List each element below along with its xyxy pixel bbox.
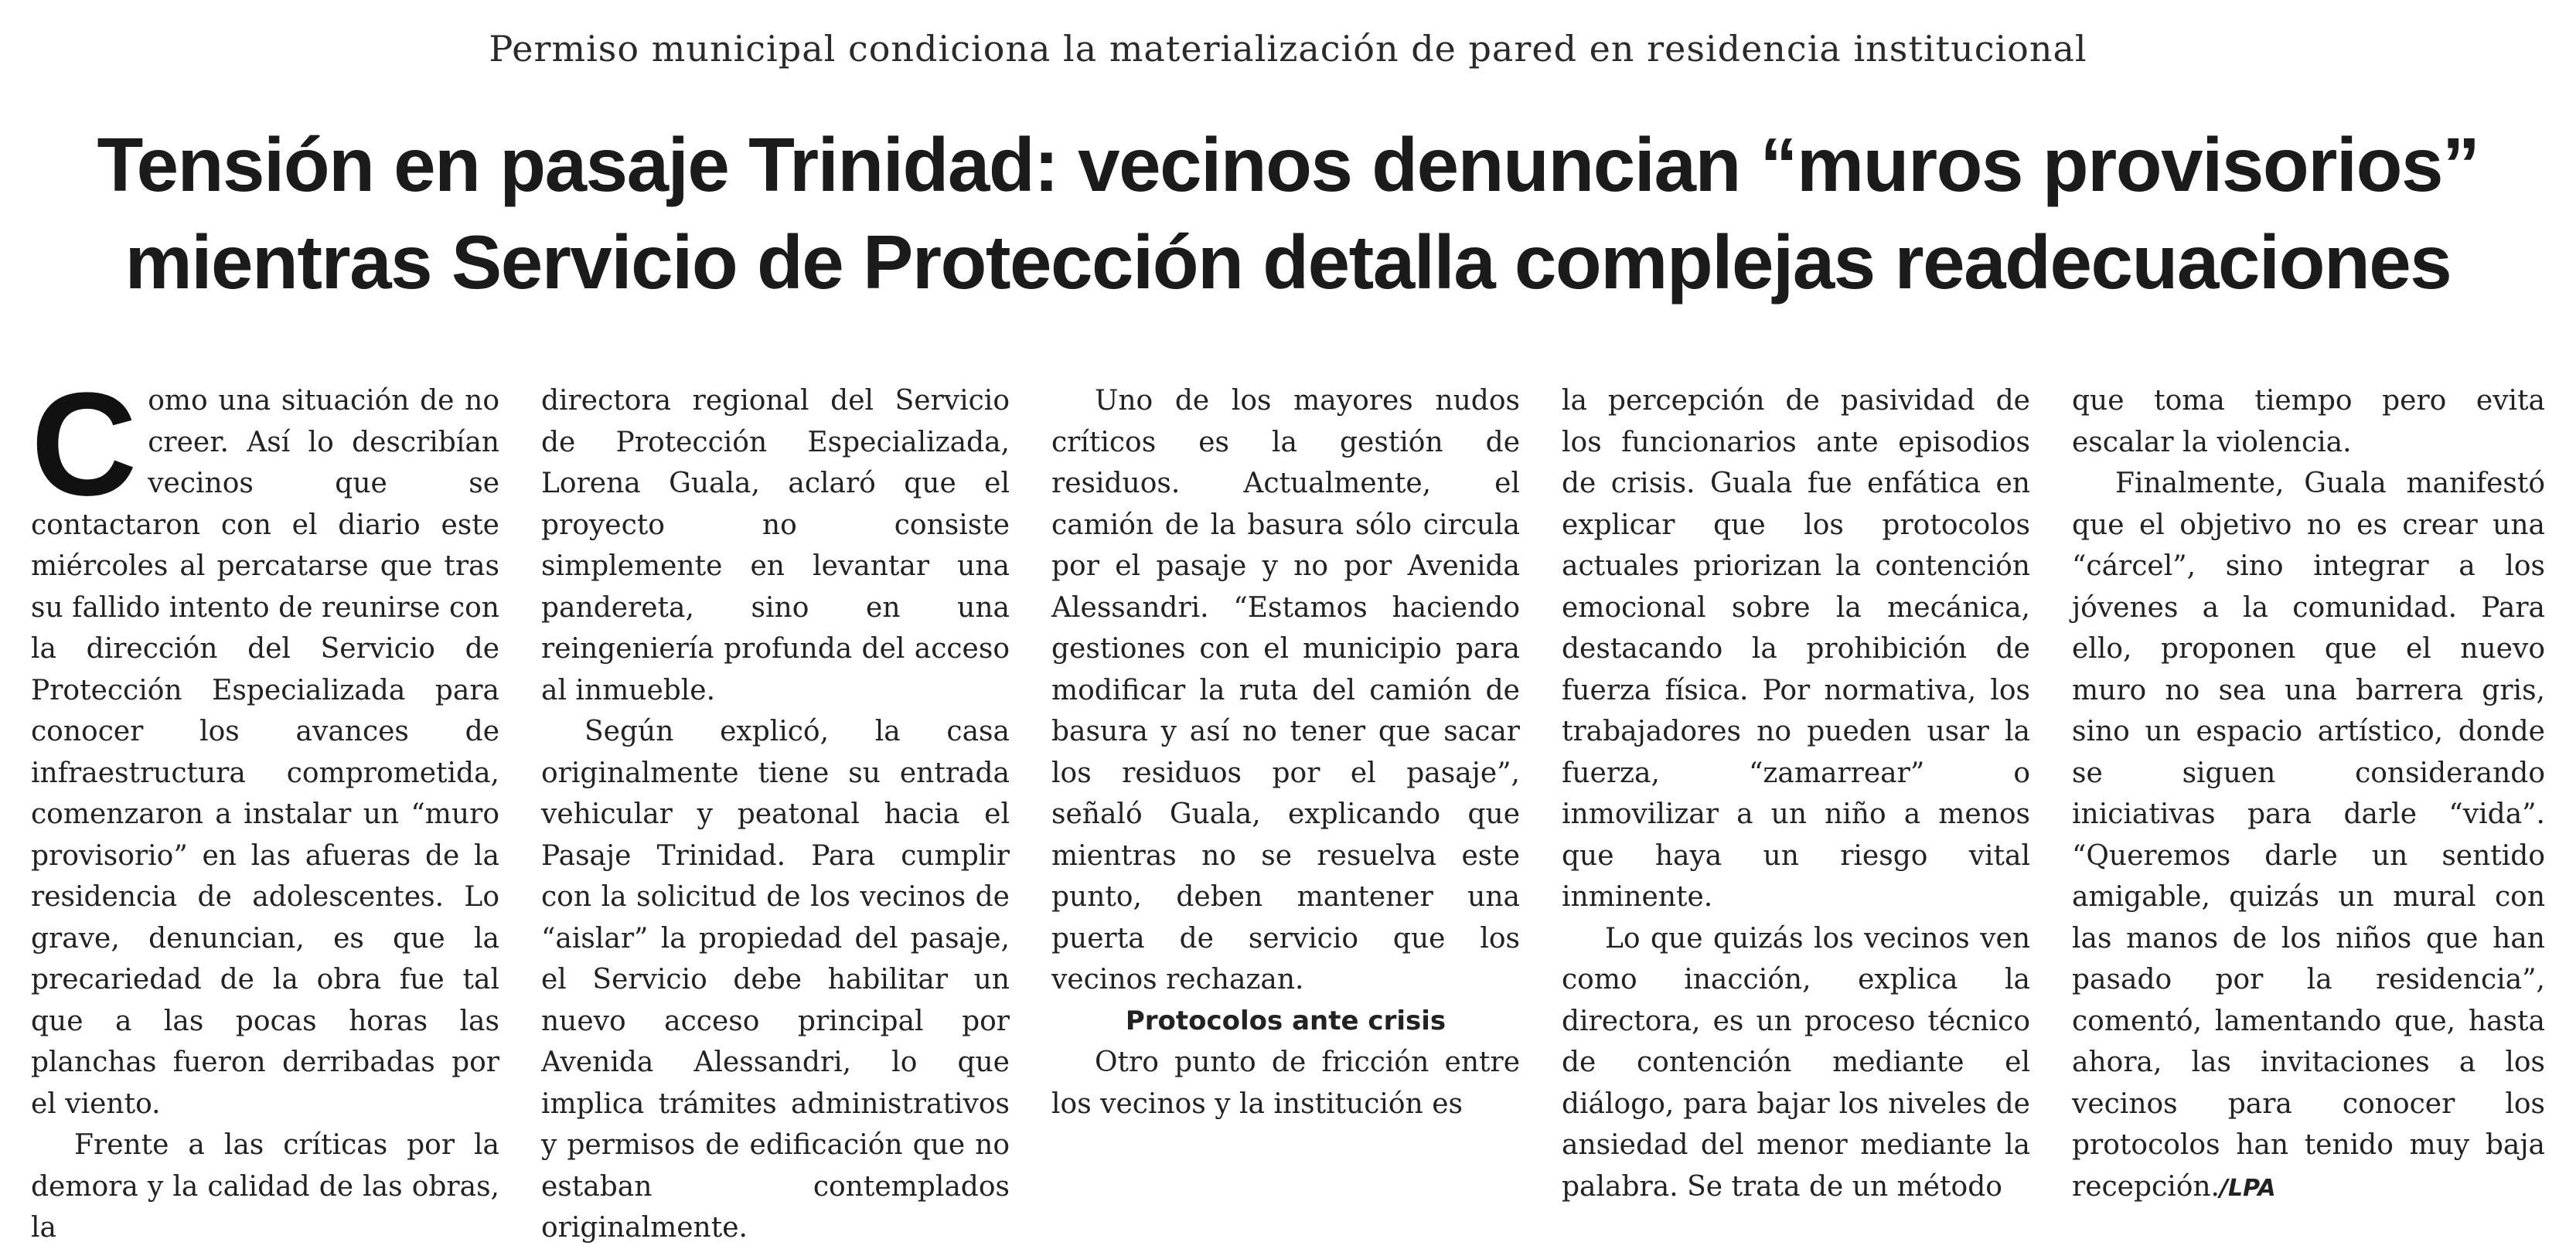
article-paragraph: Otro punto de fricción entre los vecinos y la institución es	[1051, 1047, 1520, 1120]
article-column-5	[2072, 380, 2545, 1203]
article-paragraph: la percepción de pasividad de los funcionarios ante episodios de crisis. Guala fue enfática en explicar que los protocolos actuales priorizan la contención emocional sobre la mecánica, destacando la prohibición de fuerza física. Por normativa, los trabajadores no pueden usar la fuerza, “zamarrear” o inmovilizar a un niño a menos que haya un riesgo vital inminente.	[1562, 385, 2030, 913]
article-paragraph: Frente a las críticas por la demora y la calidad de las obras, la	[31, 1129, 499, 1244]
kicker: Permiso municipal condiciona la materialización de pared en residencia institucional	[489, 28, 2087, 70]
article-paragraph: que toma tiempo pero evita escalar la violencia.	[2072, 385, 2545, 458]
article-column-2	[541, 380, 1010, 1244]
article-column-3	[1051, 380, 1520, 1176]
article-paragraph	[31, 362, 499, 1125]
article-paragraph: Uno de los mayores nudos críticos es la gestión de residuos. Actualmente, el camión de la basura sólo circula por el pasaje y no por Avenida Alessandri. “Estamos haciendo gestiones con el municipio para modificar la ruta del camión de basura y así no tener que sacar los residuos por el pasaje”, señaló Guala, explicando que mientras no se resuelva este punto, deben mantener una puerta de servicio que los vecinos rechazan.	[1051, 385, 1520, 995]
headline-line-2: mientras Servicio de Protección detalla complejas readecuaciones	[124, 220, 2452, 305]
article-paragraph	[2072, 463, 2545, 1209]
drop-cap: C	[31, 362, 138, 526]
section-subheading: Protocolos ante crisis	[1125, 1005, 1446, 1036]
article-column-1	[31, 362, 499, 1244]
paragraph-text: omo una situación de no creer. Así lo describían vecinos que se contactaron con el diario este miércoles al percatarse que tras su fallido intento de reunirse con la dirección del Servicio de Protección Especializada para conocer los avances de infraestructura comprometida, comenzaron a instalar un “muro provisorio” en las afueras de la residencia de adolescentes. Lo grave, denuncian, es que la precariedad de la obra fue tal que a las pocas horas las planchas fueron derribadas por el viento.	[31, 385, 499, 1120]
article-column-4	[1562, 380, 2030, 1203]
headline-line-1: Tensión en pasaje Trinidad: vecinos denuncian “muros provisorios”	[97, 122, 2479, 207]
paragraph-text: Finalmente, Guala manifestó que el objetivo no es crear una “cárcel”, sino integrar a los jóvenes a la comunidad. Para ello, proponen que el nuevo muro no sea una barrera gris, sino un espacio artístico, donde se siguen considerando iniciativas para darle “vida”. “Queremos darle un sentido amigable, quizás un mural con las manos de los niños que han pasado por la residencia”, comentó, lamentando que, hasta ahora, las invitaciones a los vecinos para conocer los protocolos han tenido muy baja recepción.	[2072, 468, 2545, 1203]
article-paragraph: Lo que quizás los vecinos ven como inacción, explica la directora, es un proceso técnico de contención mediante el diálogo, para bajar los niveles de ansiedad del menor mediante la palabra. Se trata de un método	[1562, 922, 2030, 1203]
article-body	[31, 362, 2545, 1244]
author-signature: /LPA	[2220, 1174, 2276, 1202]
article-paragraph: Según explicó, la casa originalmente tiene su entrada vehicular y peatonal hacia el Pasaje Trinidad. Para cumplir con la solicitud de los vecinos de “aislar” la propiedad del pasaje, el Servicio debe habilitar un nuevo acceso principal por Avenida Alessandri, lo que implica trámites administrativos y permisos de edificación que no estaban contemplados originalmente.	[541, 716, 1010, 1244]
headline	[0, 116, 2576, 311]
article-paragraph: directora regional del Servicio de Protección Especializada, Lorena Guala, aclaró que el proyecto no consiste simplemente en levantar una pandereta, sino en una reingeniería profunda del acceso al inmueble.	[541, 385, 1010, 706]
